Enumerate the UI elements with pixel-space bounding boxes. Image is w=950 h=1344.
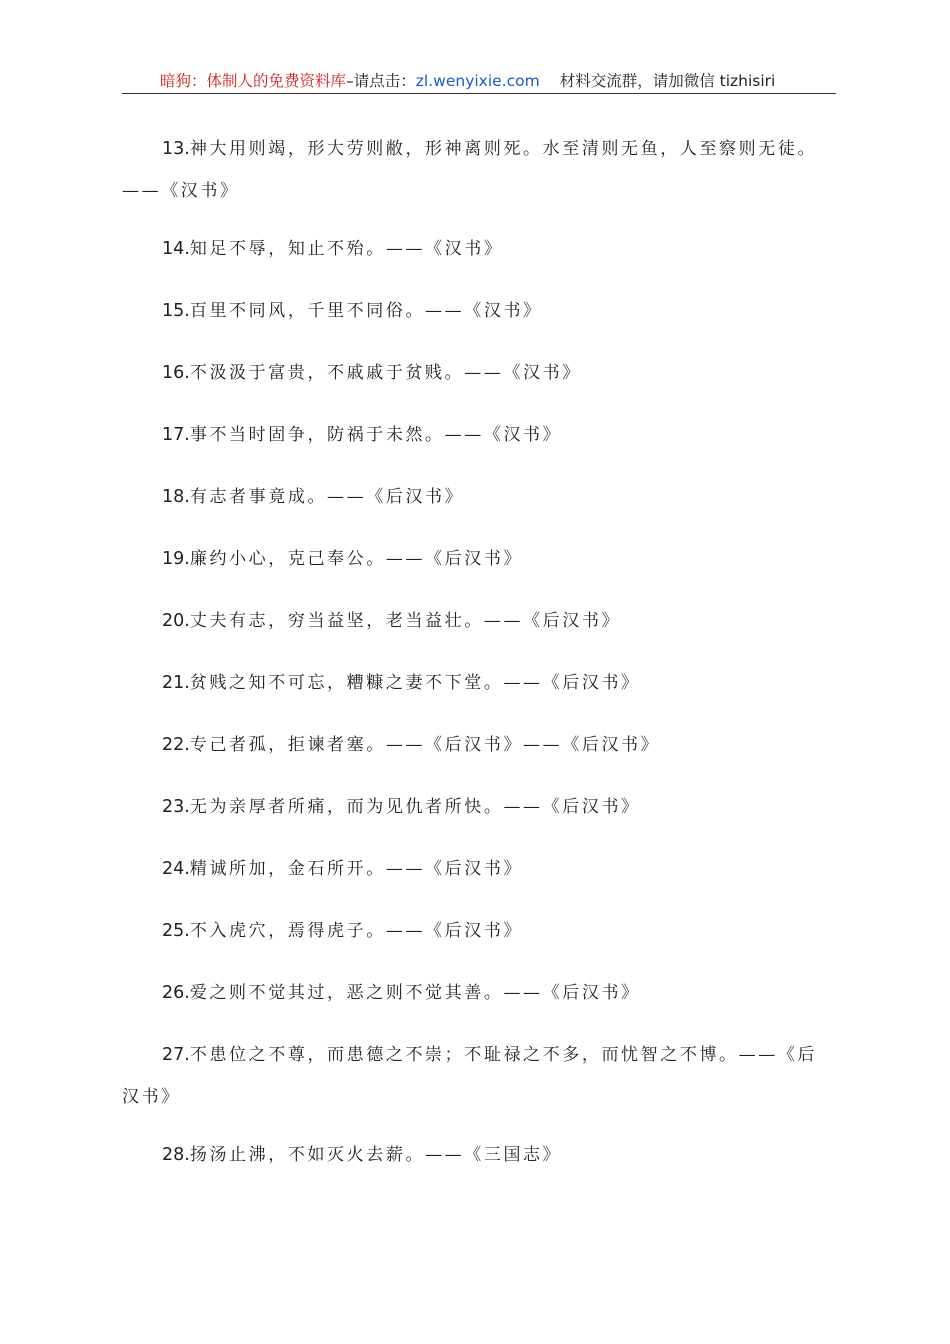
quote-item <box>122 414 836 456</box>
quote-text: 神大用则竭，形大劳则敝，形神离则死。水至清则无鱼，人至察则无徒。——《汉书》 <box>122 139 818 201</box>
quote-number: 19. <box>162 549 190 569</box>
quote-item <box>122 538 836 580</box>
quote-number: 23. <box>162 797 190 817</box>
quote-number: 26. <box>162 983 190 1003</box>
quote-item <box>122 724 836 766</box>
quote-text: 有志者事竟成。——《后汉书》 <box>189 487 465 507</box>
quote-item <box>122 910 836 952</box>
quote-text: 精诚所加，金石所开。——《后汉书》 <box>189 859 524 879</box>
quote-text: 百里不同风，千里不同俗。——《汉书》 <box>189 301 543 321</box>
quote-number: 18. <box>162 487 190 507</box>
quote-number: 22. <box>162 735 190 755</box>
quote-item <box>122 1134 836 1176</box>
quote-number: 24. <box>162 859 190 879</box>
quote-number: 15. <box>162 301 190 321</box>
quote-number: 27. <box>162 1045 190 1065</box>
quote-text: 不患位之不尊，而患德之不崇；不耻禄之不多，而忧智之不博。——《后汉书》 <box>122 1045 818 1107</box>
quote-number: 14. <box>162 239 190 259</box>
quote-item <box>122 600 836 642</box>
quote-item <box>122 972 836 1014</box>
quote-text: 扬汤止沸，不如灭火去薪。——《三国志》 <box>189 1145 563 1165</box>
quote-item <box>122 476 836 518</box>
header-brand: 暗狗：体制人的免费资料库 <box>160 72 347 90</box>
quote-item <box>122 128 836 212</box>
quote-item <box>122 1034 836 1118</box>
quote-item <box>122 290 836 332</box>
quote-number: 25. <box>162 921 190 941</box>
quote-number: 21. <box>162 673 190 693</box>
quote-number: 17. <box>162 425 190 445</box>
quote-text: 事不当时固争，防祸于未然。——《汉书》 <box>189 425 563 445</box>
quote-item <box>122 228 836 270</box>
quote-item <box>122 786 836 828</box>
quote-number: 16. <box>162 363 190 383</box>
quote-item <box>122 662 836 704</box>
header-contact: 材料交流群，请加微信 tizhisiri <box>559 72 776 90</box>
quote-item <box>122 352 836 394</box>
quote-text: 无为亲厚者所痛，而为见仇者所快。——《后汉书》 <box>189 797 641 817</box>
quote-number: 28. <box>162 1145 190 1165</box>
quote-text: 专己者孤，拒谏者塞。——《后汉书》——《后汉书》 <box>189 735 661 755</box>
header-line <box>160 69 775 91</box>
quote-text: 不入虎穴，焉得虎子。——《后汉书》 <box>189 921 524 941</box>
header-link[interactable]: zl.wenyixie.com <box>415 72 540 90</box>
quote-text: 廉约小心，克己奉公。——《后汉书》 <box>189 549 524 569</box>
page-header <box>122 64 836 94</box>
header-prompt: –请点击： <box>346 72 416 90</box>
quote-number: 20. <box>162 611 190 631</box>
quote-item <box>122 848 836 890</box>
quote-text: 丈夫有志，穷当益坚，老当益壮。——《后汉书》 <box>189 611 622 631</box>
quote-text: 贫贱之知不可忘，糟糠之妻不下堂。——《后汉书》 <box>189 673 641 693</box>
quote-text: 爱之则不觉其过，恶之则不觉其善。——《后汉书》 <box>189 983 641 1003</box>
quote-text: 知足不辱，知止不殆。——《汉书》 <box>189 239 504 259</box>
quote-text: 不汲汲于富贵，不戚戚于贫贱。——《汉书》 <box>189 363 582 383</box>
quote-number: 13. <box>162 139 190 159</box>
